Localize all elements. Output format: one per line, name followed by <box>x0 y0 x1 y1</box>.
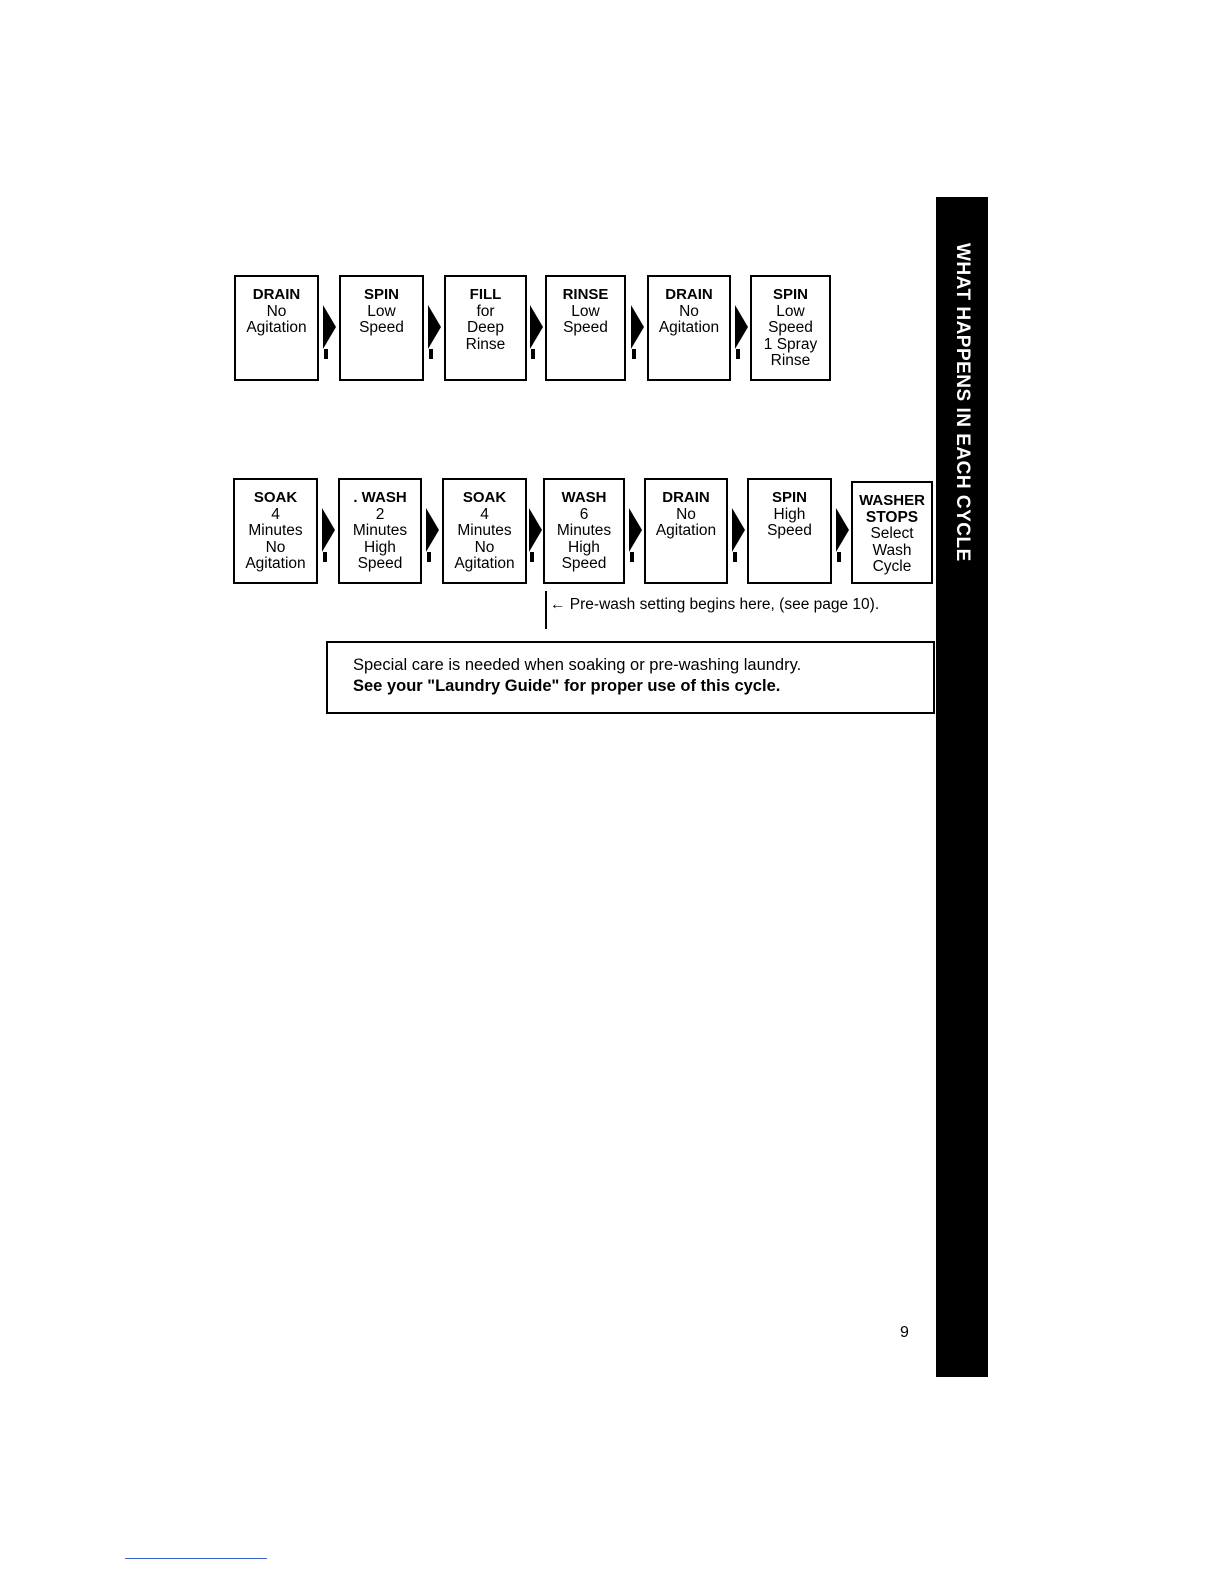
cycle-step-detail: No <box>266 302 287 320</box>
cycle-step-detail: 1 Spray <box>763 335 818 353</box>
prewash-note: ← Pre-wash setting begins here, (see page 10). <box>550 596 880 613</box>
cycle-step-detail: Speed <box>768 319 813 336</box>
flow-arrow-icon <box>428 305 441 349</box>
cycle-step-detail: Agitation <box>658 319 720 336</box>
flow-arrow-icon <box>530 305 543 349</box>
flow-arrow-icon <box>629 508 642 552</box>
cycle-step-detail: STOPS <box>865 508 919 526</box>
cycle-step <box>338 478 422 584</box>
cycle-step <box>750 275 831 381</box>
flow-arrow-icon <box>735 305 748 349</box>
cycle-step-title: FILL <box>469 286 502 303</box>
cycle-step <box>747 478 832 584</box>
flow-arrow-icon <box>529 508 542 552</box>
flow-arrow-icon <box>836 508 849 552</box>
cycle-step-detail: Agitation <box>245 555 306 572</box>
cycle-step-detail: Low <box>367 302 396 320</box>
flow-arrow-tail <box>324 349 328 359</box>
cycle-step-detail: No <box>474 538 495 556</box>
cycle-step-detail: No <box>265 538 286 556</box>
cycle-step-detail: Speed <box>563 319 608 336</box>
flow-arrow-tail <box>632 349 636 359</box>
flow-arrow-tail <box>733 552 737 562</box>
cycle-step <box>339 275 424 381</box>
cycle-step-detail: High <box>364 538 396 556</box>
cycle-step <box>644 478 728 584</box>
cycle-step <box>851 481 933 584</box>
cycle-step-detail: Low <box>776 302 805 320</box>
cycle-step <box>233 478 318 584</box>
cycle-step-detail: 2 <box>375 505 385 523</box>
cycle-step-detail: High <box>568 538 600 556</box>
cycle-step-title: . WASH <box>353 489 407 506</box>
cycle-step-detail: Rinse <box>465 335 506 353</box>
flow-arrow-icon <box>323 305 336 349</box>
cycle-step-detail: Agitation <box>655 522 717 539</box>
cycle-step-detail: High <box>773 505 806 523</box>
cycle-step-detail: No <box>676 505 696 523</box>
cycle-step <box>647 275 731 381</box>
prewash-marker-line <box>545 591 547 629</box>
section-title: WHAT HAPPENS IN EACH CYCLE <box>952 243 973 562</box>
flow-arrow-icon <box>631 305 644 349</box>
flow-arrow-tail <box>429 349 433 359</box>
cycle-step-detail: Minutes <box>248 522 303 539</box>
page-number: 9 <box>900 1324 909 1341</box>
note-line-1: Special care is needed when soaking or pre-washing laundry. <box>353 656 802 674</box>
cycle-step-detail: Minutes <box>556 522 612 539</box>
flow-arrow-tail <box>427 552 431 562</box>
cycle-step-title: RINSE <box>562 286 609 303</box>
cycle-step-detail: Speed <box>767 522 812 539</box>
flow-arrow-icon <box>322 508 335 552</box>
cycle-step-detail: Minutes <box>457 522 512 539</box>
flow-arrow-tail <box>323 552 327 562</box>
cycle-step-detail: Speed <box>561 555 607 572</box>
flow-arrow-icon <box>732 508 745 552</box>
special-care-note <box>326 641 935 714</box>
cycle-step-title: WASHER <box>859 492 925 509</box>
cycle-step-detail: No <box>679 302 699 320</box>
cycle-step-title: WASH <box>561 489 607 506</box>
cycle-step-detail: Deep <box>466 319 505 336</box>
cycle-step <box>442 478 527 584</box>
cycle-step-detail: for <box>476 302 495 320</box>
flow-arrow-tail <box>837 552 841 562</box>
flow-arrow-tail <box>531 349 535 359</box>
cycle-step-detail: Wash <box>872 541 912 559</box>
cycle-step-title: SPIN <box>772 286 808 303</box>
flow-arrow-tail <box>630 552 634 562</box>
cycle-step-title: DRAIN <box>662 489 710 506</box>
flow-arrow-tail <box>736 349 740 359</box>
footer-rule <box>125 1558 267 1559</box>
cycle-step <box>543 478 625 584</box>
cycle-step-detail: 6 <box>579 505 589 523</box>
cycle-step <box>545 275 626 381</box>
flow-arrow-icon <box>426 508 439 552</box>
cycle-step <box>444 275 527 381</box>
cycle-step-detail: Minutes <box>352 522 408 539</box>
cycle-step-detail: Low <box>571 302 600 320</box>
cycle-step-title: DRAIN <box>665 286 713 303</box>
cycle-step <box>234 275 319 381</box>
cycle-step-detail: 4 <box>271 505 280 523</box>
cycle-step-detail: Select <box>870 525 914 542</box>
cycle-step-detail: Speed <box>359 319 404 336</box>
cycle-step-title: SOAK <box>462 489 507 506</box>
cycle-step-detail: Speed <box>357 555 403 572</box>
cycle-step-detail: Agitation <box>246 319 307 336</box>
cycle-step-detail: 4 <box>480 505 489 523</box>
section-side-tab <box>936 197 988 1377</box>
cycle-step-title: SOAK <box>253 489 298 506</box>
note-line-2: See your "Laundry Guide" for proper use of this cycle. <box>353 677 781 695</box>
cycle-step-detail: Agitation <box>454 555 515 572</box>
cycle-step-title: DRAIN <box>252 286 301 303</box>
flow-arrow-tail <box>530 552 534 562</box>
cycle-step-title: SPIN <box>771 489 807 506</box>
cycle-step-detail: Rinse <box>770 352 811 369</box>
cycle-step-detail: Cycle <box>872 558 912 575</box>
cycle-step-title: SPIN <box>363 286 399 303</box>
